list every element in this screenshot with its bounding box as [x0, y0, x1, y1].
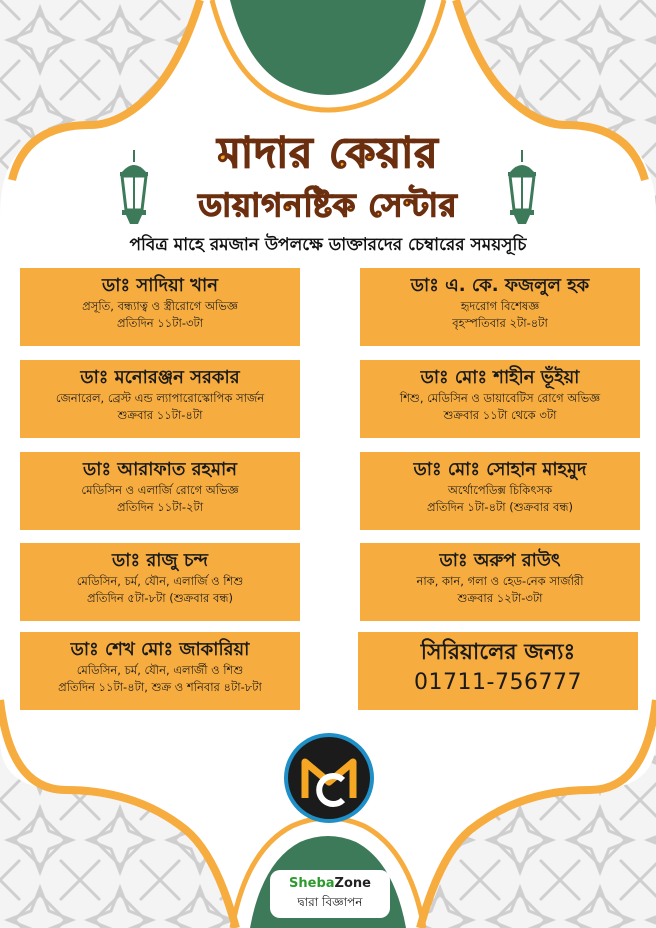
doctor-card	[360, 268, 640, 346]
doctor-specialty: মেডিসিন, চর্ম, যৌন, এলার্জি ও শিশু	[76, 574, 244, 588]
doctor-card	[360, 452, 640, 530]
sponsor-brand	[270, 875, 390, 893]
doctor-card	[20, 360, 300, 438]
doctor-specialty: মেডিসিন ও এলার্জি রোগে অভিজ্ঞ	[81, 483, 239, 497]
doctor-schedule: প্রতিদিন ১১টা-২টা	[116, 500, 204, 514]
doctor-specialty: নাক, কান, গলা ও হেড-নেক সার্জারী	[416, 574, 584, 588]
sponsor-tagline: দ্বারা বিজ্ঞাপন	[297, 895, 363, 909]
doctor-specialty: হৃদরোগ বিশেষজ্ঞ	[460, 299, 540, 313]
mc-logo-icon	[283, 732, 375, 824]
title-line-2: ডায়াগনষ্টিক সেন্টার	[198, 186, 458, 224]
doctor-card	[20, 268, 300, 346]
sponsor-badge	[270, 870, 390, 918]
doctor-name: ডাঃ আরাফাত রহমান	[83, 459, 237, 480]
page-subtitle: পবিত্র মাহে রমজান উপলক্ষে ডাক্তারদের চেম্বারের সময়সূচি	[129, 235, 527, 255]
doctor-card	[360, 360, 640, 438]
doctor-schedule: শুক্রবার ১১টা থেকে ৩টা	[443, 408, 557, 422]
title-line-1: মাদার কেয়ার	[217, 128, 439, 177]
phone-number[interactable]: 01711-756777	[414, 670, 582, 695]
doctor-name: ডাঃ মোঃ সোহান মাহমুদ	[413, 459, 587, 480]
doctor-schedule: শুক্রবার ১১টা-৪টা	[117, 408, 203, 422]
doctor-schedule: শুক্রবার ১২টা-৩টা	[457, 591, 543, 605]
doctor-name: ডাঃ অরুপ রাউৎ	[439, 550, 561, 571]
doctor-name: ডাঃ এ. কে. ফজলুল হক	[410, 275, 590, 296]
doctor-specialty: মেডিসিন, চর্ম, যৌন, এলার্জী ও শিশু	[76, 663, 244, 677]
doctor-name: ডাঃ মোঃ শাহীন ভূঁইয়া	[420, 367, 580, 388]
doctor-schedule: প্রতিদিন ১১টা-৪টা, শুক্র ও শনিবার ৪টা-৮টা	[58, 680, 262, 694]
doctor-name: ডাঃ সাদিয়া খান	[102, 275, 218, 296]
brand-part-zone: Zone	[334, 876, 371, 891]
doctor-schedule: প্রতিদিন ১টা-৪টা (শুক্রবার বন্ধ)	[427, 500, 573, 514]
serial-contact-card	[358, 632, 638, 710]
doctor-name: ডাঃ রাজু চন্দ	[112, 550, 208, 571]
doctor-schedule: প্রতিদিন ৫টা-৮টা (শুক্রবার বন্ধ)	[87, 591, 233, 605]
doctor-specialty: অর্থোপেডিক্স চিকিৎসক	[447, 483, 553, 497]
doctor-specialty: জেনারেল, ব্রেস্ট এন্ড ল্যাপারোস্কোপিক সার্জন	[55, 391, 265, 405]
doctor-name: ডাঃ মনোরঞ্জন সরকার	[80, 367, 240, 388]
serial-label: সিরিয়ালের জন্যঃ	[420, 640, 576, 665]
doctor-name: ডাঃ শেখ মোঃ জাকারিয়া	[70, 639, 250, 660]
doctor-schedule: বৃহস্পতিবার ২টা-৪টা	[452, 316, 548, 330]
doctor-card	[20, 452, 300, 530]
doctor-card	[20, 632, 300, 710]
brand-part-sheba: Sheba	[289, 876, 335, 891]
doctor-card	[20, 543, 300, 621]
doctor-schedule: প্রতিদিন ১১টা-৩টা	[116, 316, 204, 330]
doctor-specialty: প্রসূতি, বন্ধ্যাত্ব ও স্ত্রীরোগে অভিজ্ঞ	[82, 299, 238, 313]
doctor-card	[360, 543, 640, 621]
doctor-specialty: শিশু, মেডিসিন ও ডায়াবেটিস রোগে অভিজ্ঞ	[399, 391, 601, 405]
